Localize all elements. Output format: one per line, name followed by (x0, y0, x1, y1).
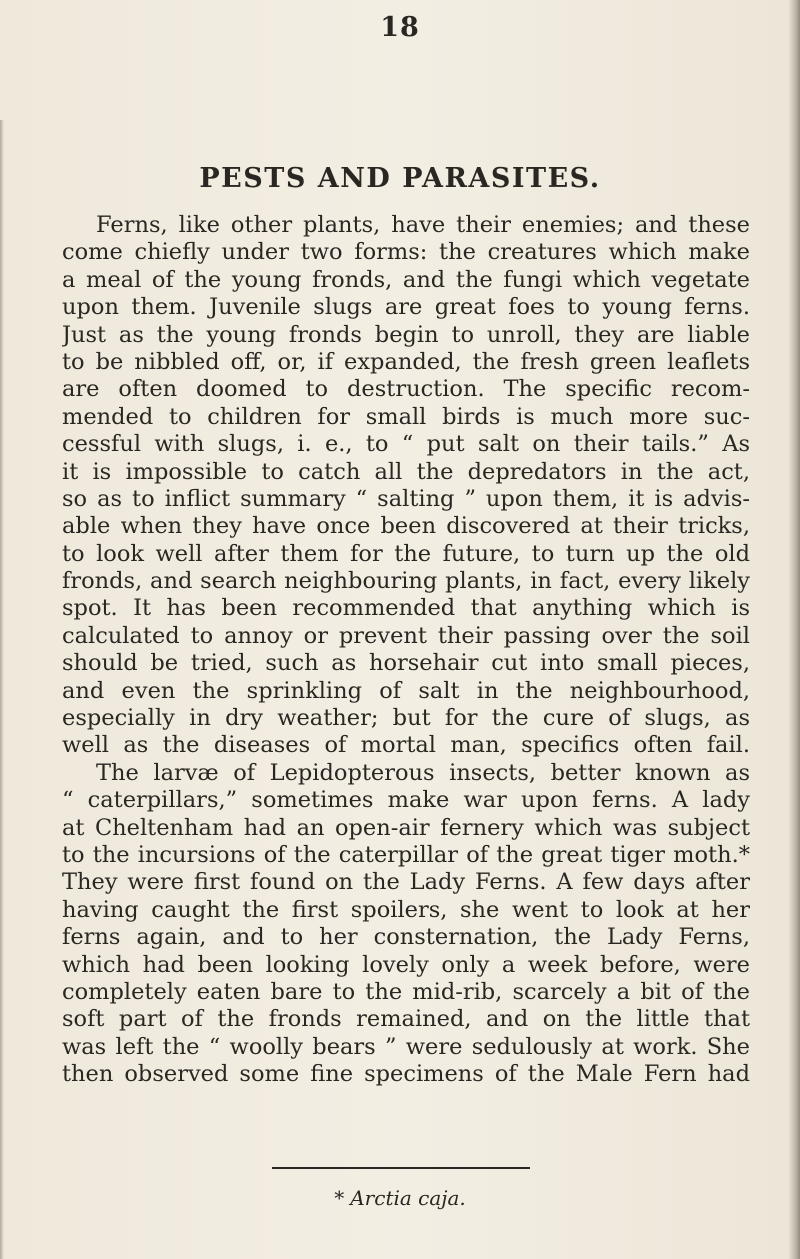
text-line: soft part of the fronds remained, and on the little that (62, 1006, 750, 1033)
footnote-rule (272, 1167, 530, 1169)
text-line: to look well after them for the future, to turn up the old (62, 540, 750, 567)
body-text (62, 212, 750, 1089)
text-line: a meal of the young fronds, and the fungi which vegetate (62, 266, 750, 293)
text-line: calculated to annoy or prevent their passing over the soil (62, 622, 750, 649)
text-line: Just as the young fronds begin to unroll, they are liable (62, 321, 750, 348)
text-line: come chiefly under two forms: the creatures which make (62, 239, 750, 266)
text-line: and even the sprinkling of salt in the neighbourhood, (62, 677, 750, 704)
text-line: to be nibbled off, or, if expanded, the fresh green leaflets (62, 348, 750, 375)
text-line: The larvæ of Lepidopterous insects, better known as (96, 759, 750, 786)
text-line: mended to children for small birds is much more suc- (62, 403, 750, 430)
text-line: was left the “ woolly bears ” were sedulously at work. She (62, 1033, 750, 1060)
text-line: then observed some fine specimens of the Male Fern had (62, 1061, 750, 1088)
text-line: having caught the first spoilers, she went to look at her (62, 896, 750, 923)
section-heading: PESTS AND PARASITES. (199, 163, 601, 194)
text-line: ferns again, and to her consternation, the Lady Ferns, (62, 924, 750, 951)
text-line: “ caterpillars,” sometimes make war upon ferns. A lady (62, 787, 750, 814)
page-number: 18 (380, 12, 420, 43)
page-left-shadow (0, 120, 4, 1259)
text-line: fronds, and search neighbouring plants, in fact, every likely (62, 568, 750, 595)
text-line: it is impossible to catch all the depredators in the act, (62, 458, 750, 485)
text-line: so as to inflict summary “ salting ” upon them, it is advis- (62, 485, 750, 512)
footnote-text: Arctia caja. (350, 1186, 466, 1210)
text-line: at Cheltenham had an open-air fernery which was subject (62, 814, 750, 841)
text-line: Ferns, like other plants, have their enemies; and these (96, 212, 750, 238)
text-line: are often doomed to destruction. The specific recom- (62, 376, 750, 403)
text-line: especially in dry weather; but for the cure of slugs, as (62, 705, 750, 732)
text-line: spot. It has been recommended that anything which is (62, 595, 750, 622)
text-line: completely eaten bare to the mid-rib, scarcely a bit of the (62, 978, 750, 1005)
text-line: upon them. Juvenile slugs are great foes to young ferns. (62, 294, 750, 321)
text-line: to the incursions of the caterpillar of the great tiger moth.* (62, 841, 750, 868)
text-line: able when they have once been discovered at their tricks, (62, 513, 750, 540)
footnote-mark: * (334, 1186, 345, 1210)
text-line: cessful with slugs, i. e., to “ put salt on their tails.” As (62, 431, 750, 458)
text-line: should be tried, such as horsehair cut into small pieces, (62, 650, 750, 677)
footnote (0, 1186, 800, 1210)
text-line: which had been looking lovely only a week before, were (62, 951, 750, 978)
text-line: well as the diseases of mortal man, specifics often fail. (62, 732, 750, 759)
text-line: They were first found on the Lady Ferns. A few days after (62, 869, 750, 896)
